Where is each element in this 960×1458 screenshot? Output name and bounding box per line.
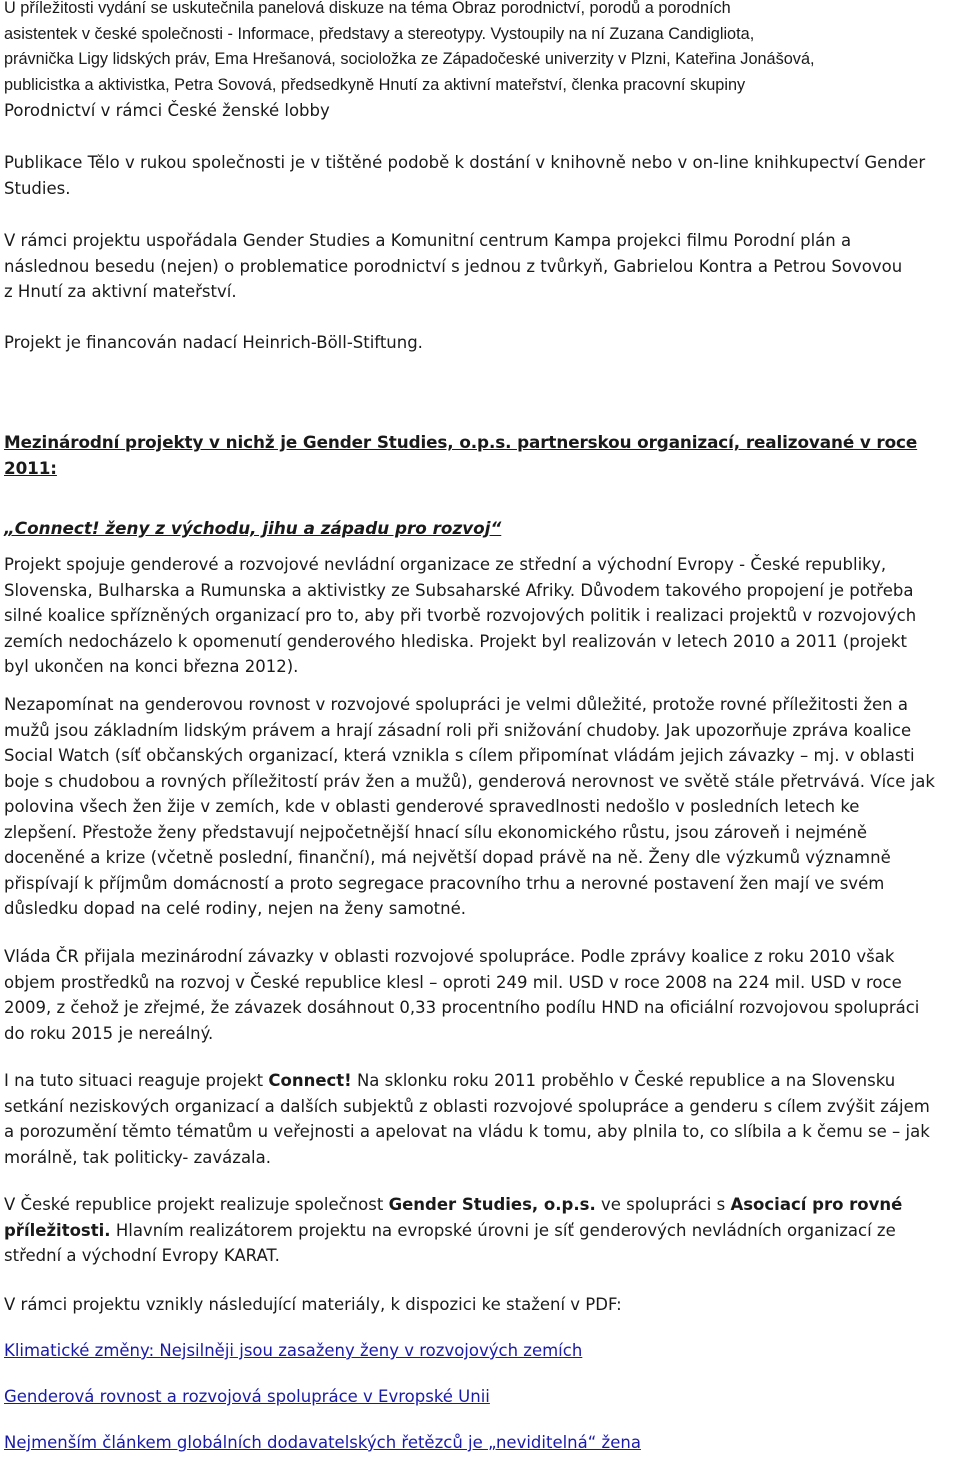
- pdf-link-gender-equality-eu[interactable]: Genderová rovnost a rozvojová spolupráce v Evropské Unii: [4, 1387, 490, 1406]
- connect-bold: Connect!: [268, 1071, 352, 1090]
- connect-intro-line: silné koalice spřízněných organizací pro to, aby při tvorbě rozvojových politik i realizaci projektů v rozvojových: [4, 606, 917, 625]
- publication-paragraph: [4, 150, 956, 201]
- implementers-line: [4, 1192, 956, 1218]
- equality-line: Social Watch (síť občanských organizací, která vznikla s cílem připomínat vládám jejich závazky – mj. v oblasti: [4, 746, 915, 765]
- gender-studies-bold: Gender Studies, o.p.s.: [388, 1195, 596, 1214]
- reaction-line: a porozumění těmto tématům u veřejnosti a apelovat na vládu k tomu, aby plnila to, co slíbila a k čemu se – jak: [4, 1122, 930, 1141]
- reaction-line: setkání neziskových organizací a dalších subjektů z oblasti rozvojové spolupráce a genderu s cílem zvýšit zájem: [4, 1096, 930, 1116]
- screening-line: V rámci projektu uspořádala Gender Studies a Komunitní centrum Kampa projekci filmu Porodní plán a: [4, 231, 852, 250]
- pdf-link-item: [4, 1338, 582, 1364]
- government-line: objem prostředků na rozvoj v České republice klesl – oproti 249 mil. USD v roce 2008 na 224 mil. USD v roce: [4, 972, 902, 992]
- implementers-text: Hlavním realizátorem projektu na evropské úrovni je síť genderových nevládních organizací ze: [110, 1220, 896, 1240]
- pdf-link-item: [4, 1430, 641, 1456]
- equality-line: přispívají k příjmům domácností a proto segregace pracovního trhu a nerovné postavení žen mají ve svém: [4, 873, 885, 893]
- implementers-line: [4, 1218, 956, 1244]
- funding-paragraph: [4, 330, 956, 356]
- intro-line: asistentek v české společnosti - Informace, představy a stereotypy. Vystoupily na ní Zuzana Candigliota,: [4, 24, 755, 43]
- intro-line: U příležitosti vydání se uskutečnila panelová diskuze na téma Obraz porodnictví, porodů a porodních: [4, 0, 731, 17]
- equality-line: doceněné a krize (včetně poslední, finanční), má největší dopad právě na ně. Ženy dle výzkumů významně: [4, 848, 891, 867]
- reaction-text: I na tuto situaci reaguje projekt: [4, 1071, 269, 1090]
- funding-line: Projekt je financován nadací Heinrich-Böll-Stiftung.: [4, 333, 423, 352]
- equality-line: mužů jsou základním lidským právem a hrají zásadní roli při snižování chudoby. Jak upozorňuje zpráva koalice: [4, 720, 912, 740]
- equality-line: důsledku dopad na celé rodiny, nejen na ženy samotné.: [4, 899, 466, 918]
- connect-intro-line: Slovenska, Bulharska a Rumunska a aktivistky ze Subsaharské Afriky. Důvodem takového propojení je potřeba: [4, 580, 914, 600]
- materials-intro: [4, 1292, 956, 1318]
- equality-line: zlepšení. Přestože ženy představují nejpočetnější hnací sílu ekonomického růstu, jsou zároveň i nejméně: [4, 822, 868, 842]
- intro-paragraph: [4, 0, 956, 124]
- publication-line: Publikace Tělo v rukou společnosti je v tištěné podobě k dostání v knihovně nebo v on-line knihkupectví Gender: [4, 153, 926, 172]
- reaction-paragraph: [4, 1068, 956, 1170]
- materials-intro-line: V rámci projektu vznikly následující materiály, k dispozici ke stažení v PDF:: [4, 1295, 622, 1314]
- implementers-text: ve spolupráci s: [595, 1195, 731, 1214]
- intro-line: právnička Ligy lidských práv, Ema Hrešanová, socioložka ze Západočeské univerzity v Plzni, Kateřina Jonášová,: [4, 50, 815, 68]
- publication-line: Studies.: [4, 178, 71, 198]
- implementers-paragraph: [4, 1192, 956, 1269]
- connect-intro-line: byl ukončen na konci března 2012).: [4, 657, 299, 676]
- equality-line: polovina všech žen žije v zemích, kde v oblasti genderové spravedlnosti nedošlo v posledních letech ke: [4, 797, 860, 816]
- connect-project-title: „Connect! ženy z východu, jihu a západu pro rozvoj“: [4, 518, 502, 538]
- association-bold: příležitosti.: [4, 1220, 111, 1240]
- implementers-text: V České republice projekt realizuje společnost: [4, 1195, 389, 1214]
- government-line: 2009, z čehož je zřejmé, že závazek dosáhnout 0,33 procentního podílu HND na oficiální rozvojovou spolupráci: [4, 998, 920, 1017]
- pdf-link-invisible-woman[interactable]: Nejmenším článkem globálních dodavatelských řetězců je „neviditelná“ žena: [4, 1433, 641, 1452]
- intro-line: Porodnictví v rámci České ženské lobby: [4, 101, 330, 120]
- section-heading: Mezinárodní projekty v nichž je Gender Studies, o.p.s. partnerskou organizací, realizované v roce 2011:: [4, 432, 918, 478]
- government-paragraph: [4, 944, 956, 1046]
- equality-line: Nezapomínat na genderovou rovnost v rozvojové spolupráci je velmi důležité, protože rovné příležitosti žen a: [4, 695, 908, 714]
- government-line: do roku 2015 je nereálný.: [4, 1023, 214, 1043]
- screening-line: následnou besedu (nejen) o problematice porodnictví s jednou z tvůrkyň, Gabrielou Kontra a Petrou Sovovou: [4, 256, 903, 276]
- government-line: Vláda ČR přijala mezinárodní závazky v oblasti rozvojové spolupráce. Podle zprávy koalice z roku 2010 však: [4, 947, 895, 966]
- reaction-line: morálně, tak politicky- zavázala.: [4, 1147, 271, 1167]
- equality-line: boje s chudobou a rovných příležitostí práv žen a mužů), genderová nerovnost ve světě stále přetrvává. Více jak: [4, 771, 935, 791]
- connect-intro-line: zemích nedocházelo k opomenutí genderového hlediska. Projekt byl realizován v letech 2010 a 2011 (projekt: [4, 631, 907, 651]
- association-bold: Asociací pro rovné: [730, 1195, 903, 1214]
- connect-intro-line: Projekt spojuje genderové a rozvojové nevládní organizace ze střední a východní Evropy - České republiky,: [4, 555, 887, 574]
- pdf-link-climate[interactable]: Klimatické změny: Nejsilněji jsou zasaženy ženy v rozvojových zemích: [4, 1341, 583, 1360]
- implementers-line: střední a východní Evropy KARAT.: [4, 1246, 280, 1265]
- connect-intro-paragraph: [4, 552, 956, 680]
- equality-paragraph: [4, 692, 956, 922]
- screening-paragraph: [4, 228, 956, 305]
- reaction-line: [4, 1068, 956, 1094]
- reaction-text: Na sklonku roku 2011 proběhlo v České republice a na Slovensku: [351, 1071, 896, 1090]
- pdf-link-item: [4, 1384, 490, 1410]
- intro-line: publicistka a aktivistka, Petra Sovová, předsedkyně Hnutí za aktivní mateřství, členka pracovní skupiny: [4, 75, 746, 94]
- screening-line: z Hnutí za aktivní mateřství.: [4, 282, 237, 301]
